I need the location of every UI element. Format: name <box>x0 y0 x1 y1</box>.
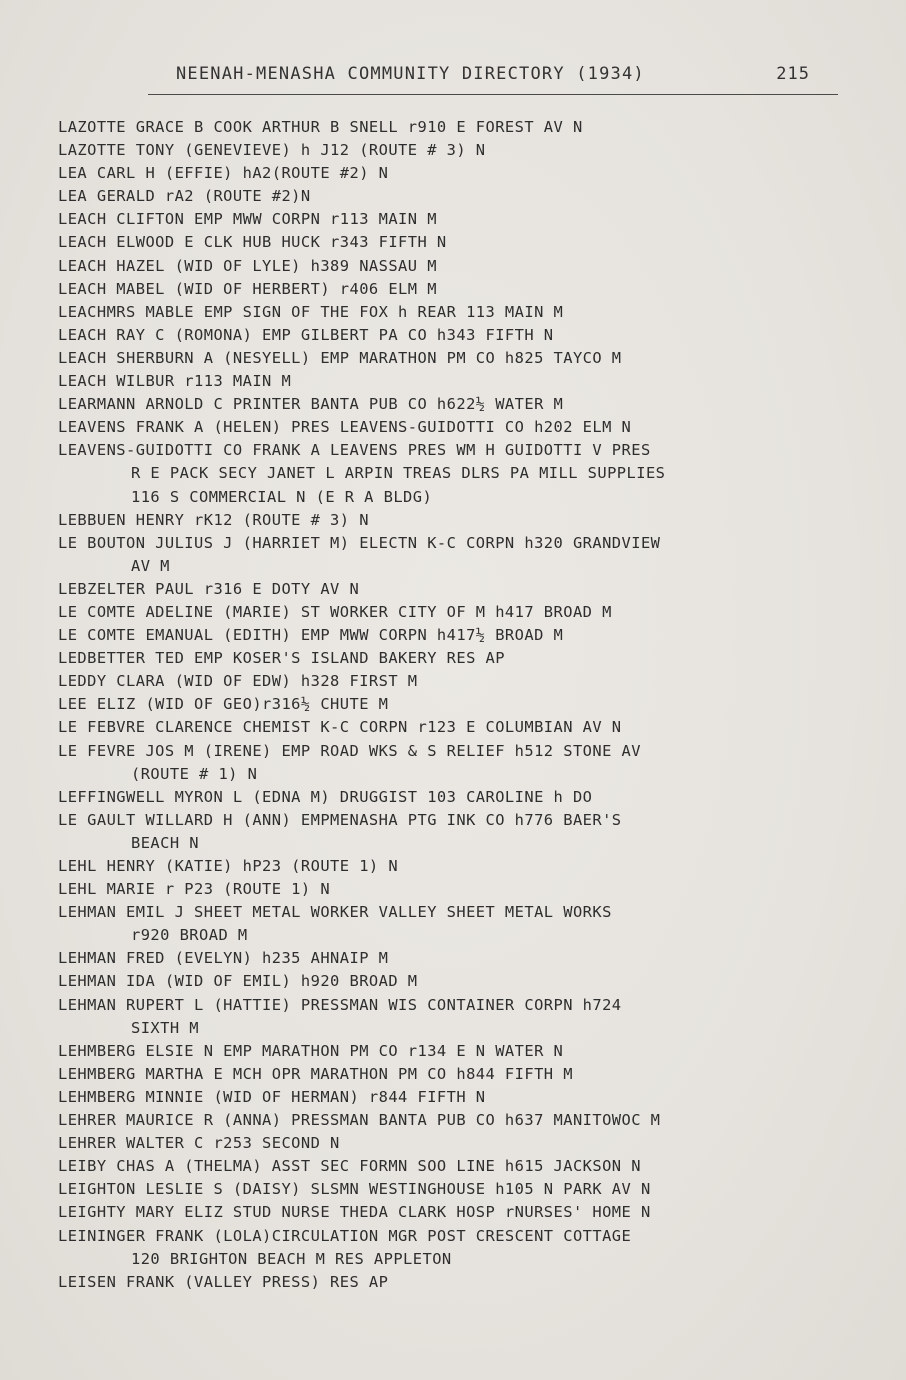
directory-entry: LE GAULT WILLARD H (ANN) EMPMENASHA PTG INK CO h776 BAER'S <box>58 810 622 829</box>
directory-entry: LEHL MARIE r P23 (ROUTE 1) N <box>58 880 331 899</box>
directory-entry: LEACHMRS MABLE EMP SIGN OF THE FOX h REAR 113 MAIN M <box>58 302 564 321</box>
directory-entry: LAZOTTE GRACE B COOK ARTHUR B SNELL r910 E FOREST AV N <box>58 118 583 136</box>
directory-entry: LEBZELTER PAUL r316 E DOTY AV N <box>58 579 360 598</box>
directory-entry: LEAVENS-GUIDOTTI CO FRANK A LEAVENS PRES WM H GUIDOTTI V PRES <box>58 441 651 460</box>
directory-entry: LEHMAN EMIL J SHEET METAL WORKER VALLEY SHEET METAL WORKS <box>58 903 612 922</box>
directory-entry: LEACH MABEL (WID OF HERBERT) r406 ELM M <box>58 279 437 298</box>
directory-entry: LEBBUEN HENRY rK12 (ROUTE # 3) N <box>58 510 369 529</box>
page-number: 215 <box>776 64 810 84</box>
directory-entry: LE BOUTON JULIUS J (HARRIET M) ELECTN K-C CORPN h320 GRANDVIEW <box>58 533 661 552</box>
directory-entry: LEA CARL H (EFFIE) hA2(ROUTE #2) N <box>58 164 389 183</box>
directory-entry: LEININGER FRANK (LOLA)CIRCULATION MGR POST CRESCENT COTTAGE <box>58 1226 632 1245</box>
directory-entry: LEE ELIZ (WID OF GEO)r316½ CHUTE M <box>58 695 389 714</box>
directory-entry: LE FEVRE JOS M (IRENE) EMP ROAD WKS & S RELIEF h512 STONE AV <box>58 741 641 760</box>
page-header <box>148 64 838 95</box>
directory-entry: LEACH ELWOOD E CLK HUB HUCK r343 FIFTH N <box>58 233 447 252</box>
directory-entry: LEHRER WALTER C r253 SECOND N <box>58 1134 340 1153</box>
entry-continuation-line: r920 BROAD M <box>131 926 248 945</box>
directory-entry: LEDDY CLARA (WID OF EDW) h328 FIRST M <box>58 672 418 691</box>
directory-entry: LEHMBERG ELSIE N EMP MARATHON PM CO r134 E N WATER N <box>58 1041 564 1060</box>
directory-entry: LEIGHTON LESLIE S (DAISY) SLSMN WESTINGHOUSE h105 N PARK AV N <box>58 1180 651 1199</box>
directory-entry: LEHMAN RUPERT L (HATTIE) PRESSMAN WIS CONTAINER CORPN h724 <box>58 995 622 1014</box>
directory-entry: LEIBY CHAS A (THELMA) ASST SEC FORMN SOO LINE h615 JACKSON N <box>58 1157 641 1176</box>
directory-entry: LEHMBERG MINNIE (WID OF HERMAN) r844 FIFTH N <box>58 1087 486 1106</box>
directory-entry: LE FEBVRE CLARENCE CHEMIST K-C CORPN r123 E COLUMBIAN AV N <box>58 718 622 737</box>
directory-entry: LEACH SHERBURN A (NESYELL) EMP MARATHON PM CO h825 TAYCO M <box>58 348 622 367</box>
directory-entry: LEHMBERG MARTHA E MCH OPR MARATHON PM CO h844 FIFTH M <box>58 1064 573 1083</box>
entry-continuation-line: SIXTH M <box>131 1018 200 1037</box>
directory-entry: LEIGHTY MARY ELIZ STUD NURSE THEDA CLARK HOSP rNURSES' HOME N <box>58 1203 651 1222</box>
directory-entry: LEAVENS FRANK A (HELEN) PRES LEAVENS-GUIDOTTI CO h202 ELM N <box>58 418 632 437</box>
directory-listing <box>58 116 858 1294</box>
directory-entry: LEACH RAY C (ROMONA) EMP GILBERT PA CO h343 FIFTH N <box>58 325 554 344</box>
directory-entry: LEHRER MAURICE R (ANNA) PRESSMAN BANTA PUB CO h637 MANITOWOC M <box>58 1111 661 1130</box>
entry-continuation-line: BEACH N <box>131 833 200 852</box>
entry-continuation-line: R E PACK SECY JANET L ARPIN TREAS DLRS PA MILL SUPPLIES <box>131 464 666 483</box>
directory-entry: LEDBETTER TED EMP KOSER'S ISLAND BAKERY RES AP <box>58 649 505 668</box>
directory-entry: LE COMTE EMANUAL (EDITH) EMP MWW CORPN h417½ BROAD M <box>58 626 564 645</box>
directory-entry: LEACH CLIFTON EMP MWW CORPN r113 MAIN M <box>58 210 437 229</box>
directory-entry: LEACH WILBUR r113 MAIN M <box>58 372 292 391</box>
directory-entry: LEHMAN FRED (EVELYN) h235 AHNAIP M <box>58 949 389 968</box>
directory-entry: LEHMAN IDA (WID OF EMIL) h920 BROAD M <box>58 972 418 991</box>
entry-continuation-line: AV M <box>131 556 170 575</box>
entry-continuation-line: 116 S COMMERCIAL N (E R A BLDG) <box>131 487 433 506</box>
directory-entry: LEFFINGWELL MYRON L (EDNA M) DRUGGIST 103 CAROLINE h DO <box>58 787 593 806</box>
directory-entry: LAZOTTE TONY (GENEVIEVE) h J12 (ROUTE # 3) N <box>58 141 486 160</box>
directory-entry: LEACH HAZEL (WID OF LYLE) h389 NASSAU M <box>58 256 437 275</box>
directory-entry: LEARMANN ARNOLD C PRINTER BANTA PUB CO h622½ WATER M <box>58 395 564 414</box>
directory-entry: LEHL HENRY (KATIE) hP23 (ROUTE 1) N <box>58 857 399 875</box>
directory-entry: LE COMTE ADELINE (MARIE) ST WORKER CITY OF M h417 BROAD M <box>58 602 612 621</box>
directory-entry: LEISEN FRANK (VALLEY PRESS) RES AP <box>58 1272 389 1291</box>
directory-entry: LEA GERALD rA2 (ROUTE #2)N <box>58 187 311 206</box>
entry-continuation-line: (ROUTE # 1) N <box>131 764 258 783</box>
directory-title: NEENAH-MENASHA COMMUNITY DIRECTORY (1934) <box>176 64 645 84</box>
entry-continuation-line: 120 BRIGHTON BEACH M RES APPLETON <box>131 1249 452 1268</box>
